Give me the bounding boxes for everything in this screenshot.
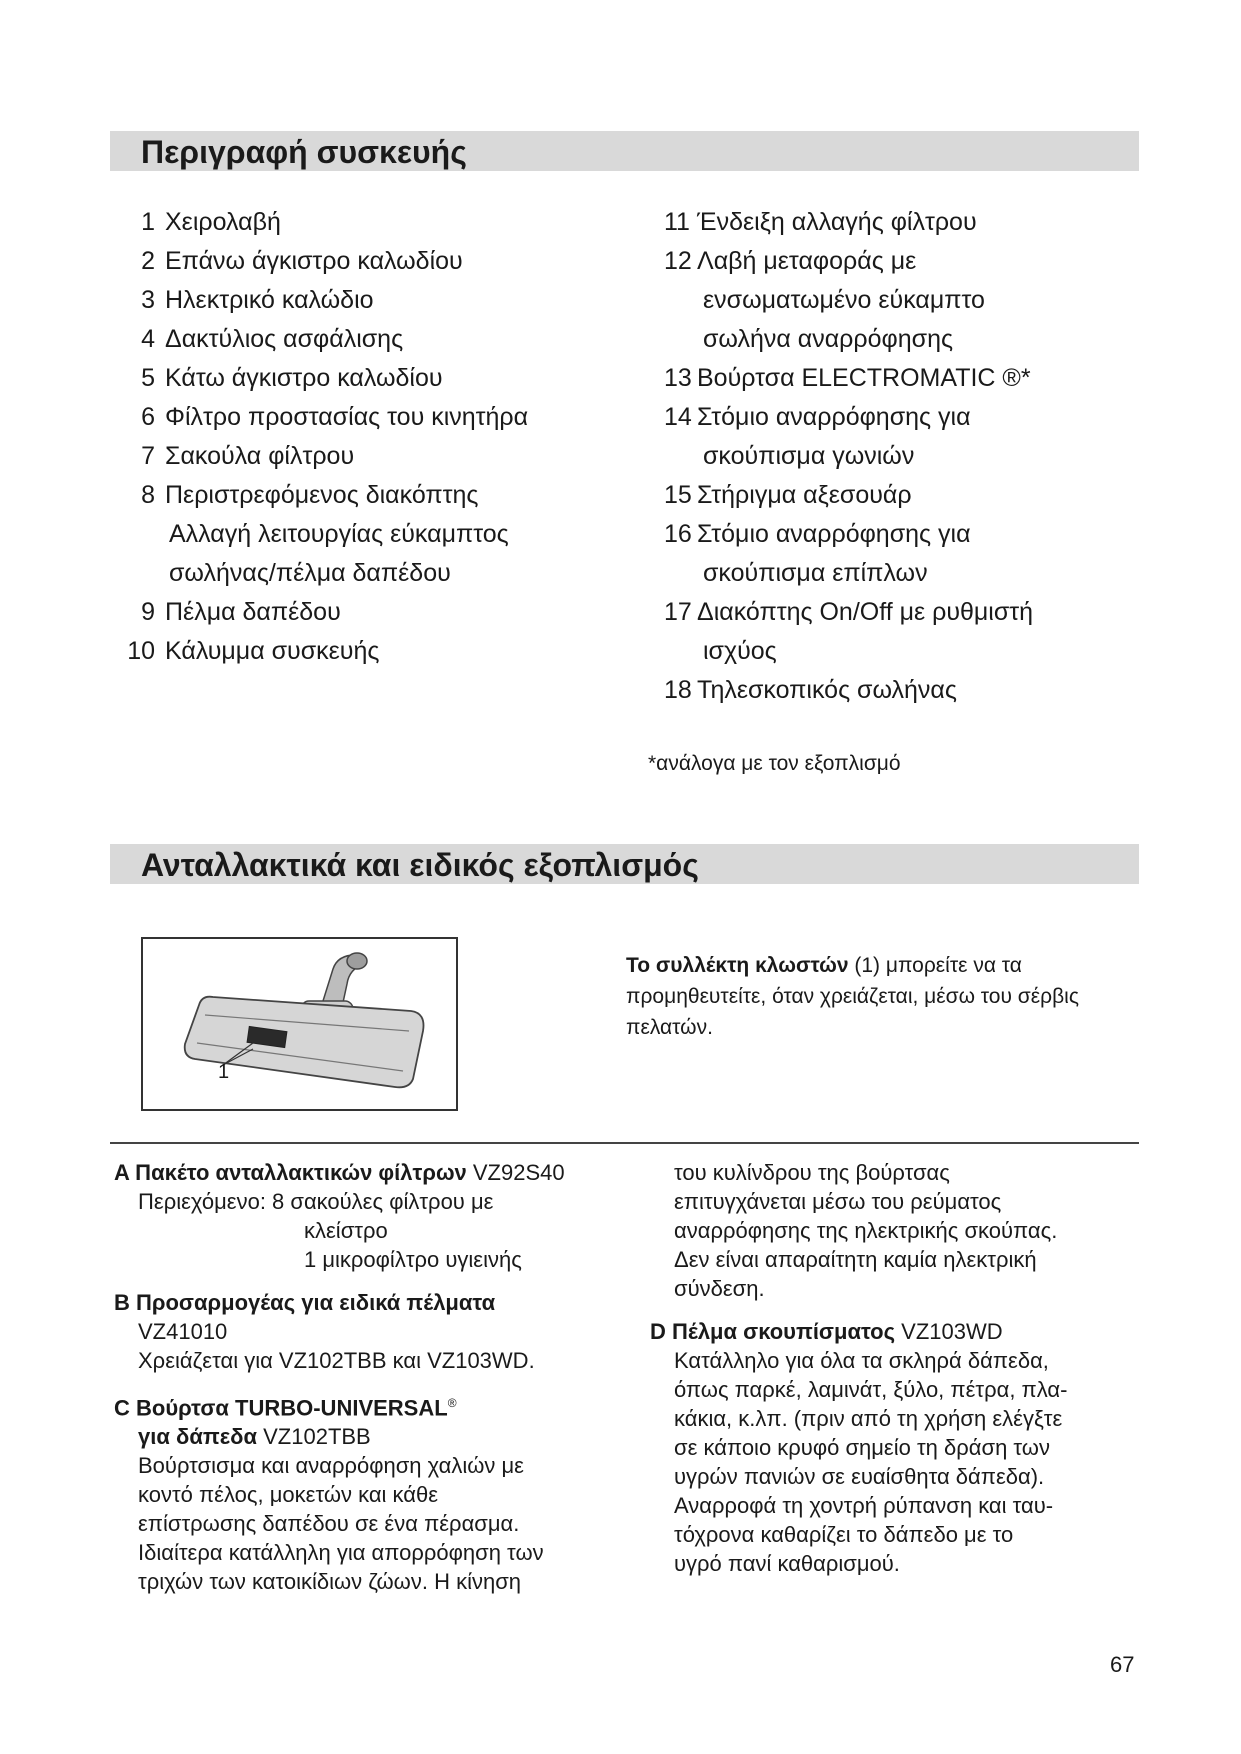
list-item: Αλλαγή λειτουργίας εύκαμπτος [169, 520, 509, 548]
section-title: Περιγραφή συσκευής [141, 134, 467, 170]
list-item: 9 Πέλμα δαπέδου [141, 598, 341, 626]
list-item: 12 Λαβή μεταφοράς με [664, 247, 917, 275]
list-item: 15 Στήριγμα αξεσουάρ [664, 481, 912, 509]
section-title: Ανταλλακτικά και ειδικός εξοπλισμός [141, 847, 699, 883]
parts-list-left [127, 203, 647, 671]
accessory-a: A Πακέτο ανταλλακτικών φίλτρων VZ92S40 [114, 1160, 565, 1185]
thread-collector-caption [626, 950, 1096, 1043]
list-item: 5 Κάτω άγκιστρο καλωδίου [141, 364, 443, 392]
accessories-left: A Πακέτο ανταλλακτικών φίλτρων VZ92S40 Περιεχόμενο: 8 σακούλες φίλτρου με κλείστρο 1 μικροφίλτρο υγιεινής B Προσαρμογέας για ειδικά πέλματα VZ41010 Χρειάζεται για VZ102TBB και VZ103WD. C Βούρτσα TURBO-UNIVERSAL® για δάπεδα VZ102TBB Βούρτσισμα και αναρρόφηση χαλιών με κοντό πέλος, μοκετών και κάθε επίστρωσης δαπέδου σε ένα πέρασμα. Ιδιαίτερα κατάλληλη για απορρόφηση των τριχών των κατοικίδιων ζώων. Η κίνηση [114, 1158, 634, 1596]
list-item: 7 Σακούλα φίλτρου [141, 442, 355, 470]
list-item: 17 Διακόπτης On/Off με ρυθμιστή [664, 598, 1034, 626]
accessory-b: B Προσαρμογέας για ειδικά πέλματα [114, 1290, 496, 1315]
page-number: 67 [1110, 1652, 1135, 1677]
accessories-right: του κυλίνδρου της βούρτσας επιτυγχάνεται μέσω του ρεύματος αναρρόφησης της ηλεκτρικής σκούπας. Δεν είναι απαραίτητη καμία ηλεκτρική σύνδεση. D Πέλμα σκουπίσματος VZ103WD Κατάλληλο για όλα τα σκληρά δάπεδα, όπως παρκέ, λαμινάτ, ξύλο, πέτρα, πλα- κάκια, κ.λπ. (πριν από τη χρήση ελέγξτε σε κάποιο κρυφό σημείο τη δράση των υγρών πανιών σε ευαίσθητα δάπεδα). Αναρροφά τη χοντρή ρύπανση και ταυ- τόχρονα καθαρίζει το δάπεδο με το υγρό πανί καθαρισμού. [650, 1158, 1140, 1578]
caption-bold: Το συλλέκτη κλωστών [626, 954, 849, 977]
list-item: 10 Κάλυμμα συσκευής [127, 637, 380, 665]
parts-list-right [644, 203, 1124, 710]
list-item: 8 Περιστρεφόμενος διακόπτης [141, 481, 479, 509]
section-header-accessories [110, 844, 1139, 884]
caption-text: (1) μπορείτε να τα προμηθευτείτε, όταν χρειάζεται, μέσω του σέρβις πελατών. [626, 954, 1079, 1039]
section-header-description [110, 131, 1139, 171]
list-item: 14 Στόμιο αναρρόφησης για [664, 403, 971, 431]
list-item: 3 Ηλεκτρικό καλώδιο [141, 286, 374, 314]
list-item: 13 Βούρτσα ELECTROMATIC ®* [664, 364, 1031, 392]
list-item: σωλήνα αναρρόφησης [703, 325, 954, 353]
list-item: 4 Δακτύλιος ασφάλισης [141, 325, 404, 353]
list-item: σωλήνας/πέλμα δαπέδου [169, 559, 451, 587]
list-item: 16 Στόμιο αναρρόφησης για [664, 520, 971, 548]
floor-nozzle-drawing [143, 939, 456, 1109]
list-item: 6 Φίλτρο προστασίας του κινητήρα [141, 403, 529, 431]
list-item: 2 Επάνω άγκιστρο καλωδίου [141, 247, 463, 275]
floor-nozzle-figure [141, 937, 458, 1111]
list-item: ενσωματωμένο εύκαμπτο [703, 286, 985, 314]
list-item: 11 Ένδειξη αλλαγής φίλτρου [664, 208, 977, 236]
divider [110, 1142, 1139, 1144]
figure-callout-label: 1 [218, 1061, 230, 1083]
list-item: ισχύος [703, 637, 777, 665]
footnote: *ανάλογα με τον εξοπλισμό [648, 752, 901, 775]
accessory-d: D Πέλμα σκουπίσματος VZ103WD [650, 1319, 1003, 1344]
list-item: 18 Τηλεσκοπικός σωλήνας [664, 676, 957, 704]
list-item: 1 Χειρολαβή [141, 208, 281, 236]
list-item: σκούπισμα γωνιών [703, 442, 915, 470]
list-item: σκούπισμα επίπλων [703, 559, 928, 587]
accessory-c: C Βούρτσα TURBO-UNIVERSAL® [114, 1395, 457, 1421]
